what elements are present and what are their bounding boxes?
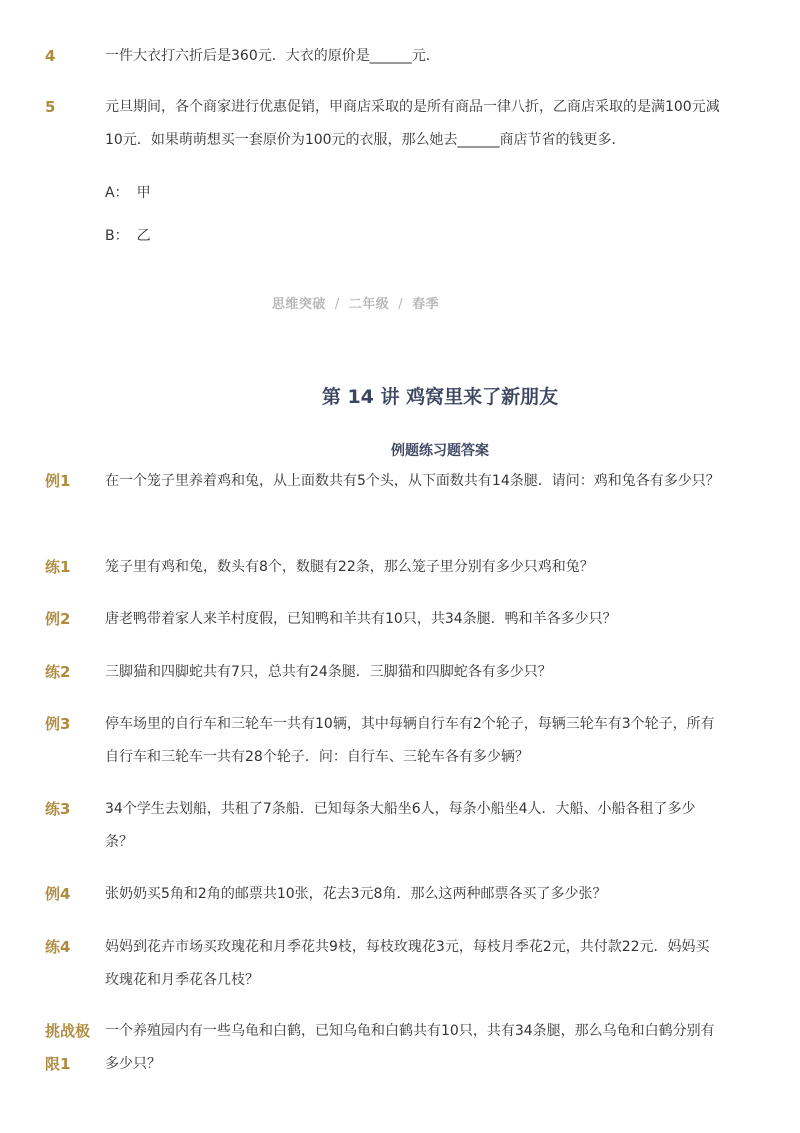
item-text: 张奶奶买5角和2角的邮票共10张，花去3元8角．那么这两种邮票各买了多少张？ (105, 886, 607, 902)
item-number: 例1 (45, 472, 71, 490)
page-footer (0, 293, 711, 312)
item-number: 练4 (45, 938, 71, 956)
item-number: 练2 (45, 663, 71, 681)
item-text: 三脚猫和四脚蛇共有7只，总共有24条腿．三脚猫和四脚蛇各有多少只？ (105, 664, 552, 680)
option-a[interactable] (105, 183, 151, 203)
item-text: 停车场里的自行车和三轮车一共有10辆，其中每辆自行车有2个轮子，每辆三轮车有3个轮子，所有自行车和三轮车一共有28个轮子．问：自行车、三轮车各有多少辆？ (105, 716, 715, 765)
footer-series: 思维突破 (271, 297, 326, 312)
item-text: 在一个笼子里养着鸡和兔，从上面数共有5个头，从下面数共有14条腿．请问：鸡和兔各有多少只？ (105, 473, 720, 489)
section-title: 例题练习题答案 (391, 443, 489, 459)
lecture-title: 第 14 讲 鸡窝里来了新朋友 (321, 386, 559, 408)
item-number: 练1 (45, 558, 71, 576)
footer-separator: / (334, 297, 340, 312)
item-number: 练3 (45, 800, 71, 818)
question-text: 元旦期间，各个商家进行优惠促销，甲商店采取的是所有商品一律八折，乙商店采取的是满100元减10元．如果萌萌想买一套原价为100元的衣服，那么她去______商店节省的钱更多． (105, 99, 720, 148)
item-number: 挑战极限1 (45, 1022, 91, 1073)
item-number: 例3 (45, 715, 71, 733)
option-value: 甲 (136, 185, 151, 201)
footer-grade: 二年级 (348, 297, 390, 312)
question-number: 5 (45, 98, 56, 116)
item-text: 一个养殖园内有一些乌龟和白鹤，已知乌龟和白鹤共有10只，共有34条腿，那么乌龟和白鹤分别有多少只？ (105, 1023, 715, 1072)
footer-season: 春季 (412, 297, 440, 312)
question-number: 4 (45, 47, 56, 65)
item-text: 34个学生去划船，共租了7条船．已知每条大船坐6人，每条小船坐4人．大船、小船各租了多少条？ (105, 801, 696, 850)
item-text: 唐老鸭带着家人来羊村度假，已知鸭和羊共有10只，共34条腿．鸭和羊各多少只？ (105, 611, 617, 627)
option-label: B： (105, 228, 129, 244)
option-value: 乙 (136, 228, 151, 244)
option-label: A： (105, 185, 129, 201)
footer-separator: / (398, 297, 404, 312)
item-number: 例2 (45, 610, 71, 628)
question-text: 一件大衣打六折后是360元．大衣的原价是______元． (105, 48, 440, 64)
item-number: 例4 (45, 885, 71, 903)
item-text: 笼子里有鸡和兔，数头有8个，数腿有22条，那么笼子里分别有多少只鸡和兔？ (105, 559, 594, 575)
item-text: 妈妈到花卉市场买玫瑰花和月季花共9枝，每枝玫瑰花3元，每枝月季花2元，共付款22元．妈妈买玫瑰花和月季花各几枝？ (105, 939, 710, 988)
option-b[interactable] (105, 226, 151, 246)
